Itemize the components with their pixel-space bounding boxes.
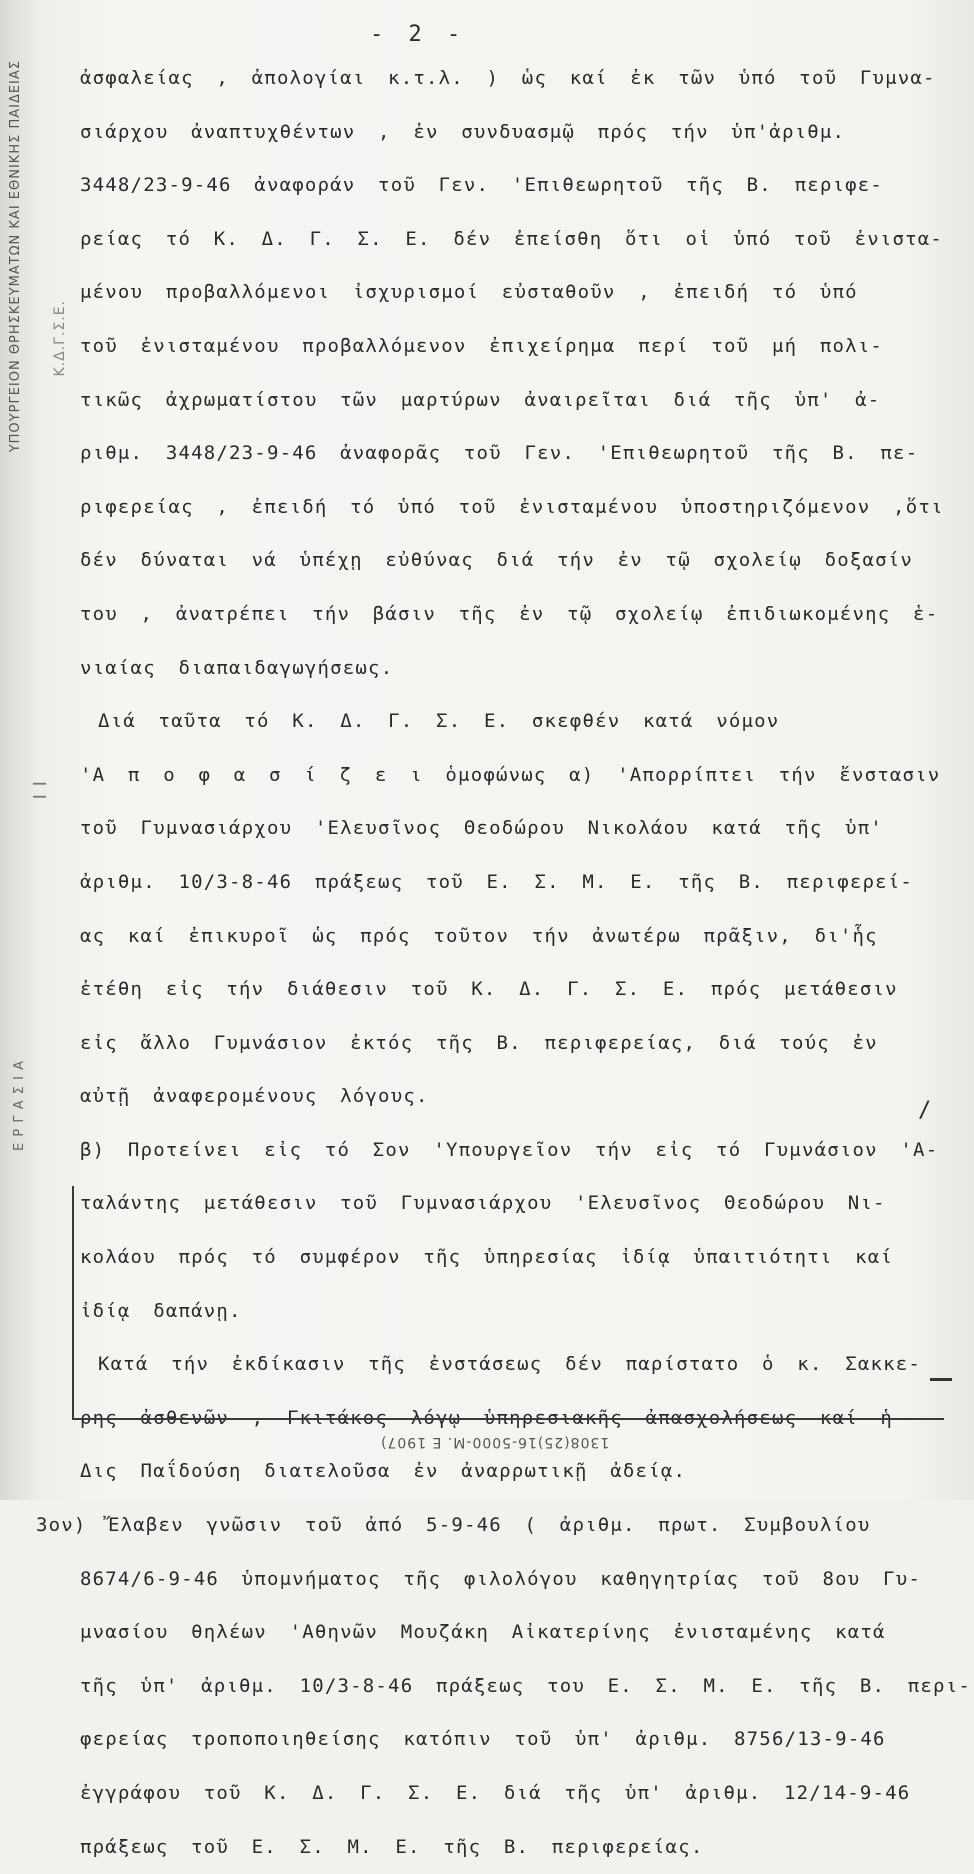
text-line: νιαίας διαπαιδαγωγήσεως. bbox=[80, 656, 394, 679]
printer-footer: 1308(25)16-5000-Μ. Ε 1907) bbox=[380, 1434, 610, 1450]
handwritten-mark: / bbox=[918, 1098, 932, 1123]
text-line: σιάρχου ἀναπτυχθέντων , ἐν συνδυασμῷ πρός τήν ὑπ'ἀριθμ. bbox=[80, 120, 846, 143]
text-line: 'Α π ο φ α σ ί ζ ε ι ὁμοφώνως α) 'Απορρίπτει τήν ἔνστασιν bbox=[80, 763, 941, 786]
margin-note-mark: Ι Ι bbox=[30, 780, 51, 800]
text-line: ἀριθμ. 10/3-8-46 πράξεως τοῦ Ε. Σ. Μ. Ε. τῆς Β. περιφερεί- bbox=[80, 870, 914, 893]
text-line: φερείας τροποποιηθείσης κατόπιν τοῦ ὑπ' ἀριθμ. 8756/13-9-46 bbox=[80, 1728, 886, 1751]
text-line: ριφερείας , ἐπειδή τό ὑπό τοῦ ἐνισταμένου ὑποστηριζόμενον ,ὅτι bbox=[80, 495, 944, 518]
margin-note-work: Ε Ρ Γ Α Σ Ι Α bbox=[12, 1060, 27, 1151]
margin-note-council: Κ.Δ.Γ.Σ.Ε. bbox=[52, 300, 68, 377]
item-label: 3ον) bbox=[36, 1514, 87, 1537]
text-line: Κατά τήν ἐκδίκασιν τῆς ἐνστάσεως δέν παρίστατο ὁ κ. Σακκε- bbox=[98, 1353, 922, 1376]
text-line: β) Προτείνει εἰς τό Σον 'Υπουργεῖον τήν εἰς τό Γυμνάσιον 'Α- bbox=[80, 1138, 939, 1161]
text-line: Δις Παΐδούση διατελοῦσα ἐν ἀναρρωτικῇ ἀδείᾳ. bbox=[80, 1460, 687, 1483]
text-line bbox=[36, 1499, 950, 1553]
text-line: 8674/6-9-46 ὑπομνήματος τῆς φιλολόγου καθηγητρίας τοῦ 8ου Γυ- bbox=[80, 1567, 921, 1590]
text-line: κολάου πρός τό συμφέρον τῆς ὑπηρεσίας ἰδίᾳ ὑπαιτιότητι καί bbox=[80, 1246, 894, 1269]
text-line: του , ἀνατρέπει τήν βάσιν τῆς ἐν τῷ σχολείῳ ἐπιδιωκομένης ἑ- bbox=[80, 602, 939, 625]
text-line: ἀσφαλείας , ἀπολογίαι κ.τ.λ. ) ὡς καί ἐκ τῶν ὑπό τοῦ Γυμνα- bbox=[80, 67, 936, 89]
text-line: αὐτῇ ἀναφερομένους λόγους. bbox=[80, 1085, 429, 1108]
text-line: ταλάντης μετάθεσιν τοῦ Γυμνασιάρχου 'Ελευσῖνος Θεοδώρου Νι- bbox=[80, 1192, 886, 1215]
bracket-box bbox=[72, 1186, 944, 1420]
text-line: μνασίου θηλέων 'Αθηνῶν Μουζάκη Αἰκατερίνης ἐνισταμένης κατά bbox=[80, 1621, 886, 1644]
text-line: ἰδίᾳ δαπάνῃ. bbox=[80, 1299, 242, 1322]
text-line: τῆς ὑπ' ἀριθμ. 10/3-8-46 πράξεως του Ε. Σ. Μ. Ε. τῆς Β. περι- bbox=[80, 1674, 971, 1697]
text-line: ριθμ. 3448/23-9-46 ἀναφορᾶς τοῦ Γεν. 'Επιθεωρητοῦ τῆς Β. πε- bbox=[80, 442, 919, 465]
text-line: εἰς ἄλλο Γυμνάσιον ἐκτός τῆς Β. περιφερείας, διά τούς ἐν bbox=[80, 1031, 878, 1054]
text-line: τικῶς ἀχρωματίστου τῶν μαρτύρων ἀναιρεῖται διά τῆς ὑπ' ἀ- bbox=[80, 388, 881, 411]
text-line: πράξεως τοῦ Ε. Σ. Μ. Ε. τῆς Β. περιφερείας. bbox=[80, 1835, 704, 1858]
text-line: Διά ταῦτα τό Κ. Δ. Γ. Σ. Ε. σκεφθέν κατά νόμον bbox=[98, 710, 780, 733]
text-line: ἐγγράφου τοῦ Κ. Δ. Γ. Σ. Ε. διά τῆς ὑπ' ἀριθμ. 12/14-9-46 bbox=[80, 1782, 911, 1804]
text-line: ας καί ἐπικυροῖ ὡς πρός τοῦτον τήν ἀνωτέρω πρᾶξιν, δι'ἧς bbox=[80, 924, 878, 947]
text-line: ρείας τό Κ. Δ. Γ. Σ. Ε. δέν ἐπείσθη ὅτι οἱ ὑπό τοῦ ἐνιστα- bbox=[80, 227, 944, 250]
text-line: ἐτέθη εἰς τήν διάθεσιν τοῦ Κ. Δ. Γ. Σ. Ε. πρός μετάθεσιν bbox=[80, 978, 898, 1001]
text-line: ρης ἀσθενῶν , Γκιτάκος λόγῳ ὑπηρεσιακῆς ἀπασχολήσεως καί ἡ bbox=[80, 1406, 894, 1429]
text-line: τοῦ ἐνισταμένου προβαλλόμενον ἐπιχείρημα περί τοῦ μή πολι- bbox=[80, 334, 884, 357]
margin-stamp-ministry: ΥΠΟΥΡΓΕΙΟΝ ΘΡΗΣΚΕΥΜΑΤΩΝ ΚΑΙ ΕΘΝΙΚΗΣ ΠΑΙΔΕΙΑΣ bbox=[8, 60, 23, 453]
text-line: μένου προβαλλόμενοι ἰσχυρισμοί εὐσταθοῦν , ἐπειδή τό ὑπό bbox=[80, 281, 858, 304]
page-number: - 2 - bbox=[370, 22, 467, 47]
text-line: τοῦ Γυμνασιάρχου 'Ελευσῖνος Θεοδώρου Νικολάου κατά τῆς ὑπ' bbox=[80, 817, 884, 840]
margin-dash-mark bbox=[930, 1378, 952, 1381]
text-line: δέν δύναται νά ὑπέχῃ εὐθύνας διά τήν ἐν τῷ σχολείῳ δοξασίν bbox=[80, 549, 914, 572]
text-line-content: Ἔλαβεν γνῶσιν τοῦ ἀπό 5-9-46 ( ἀριθμ. πρωτ. Συμβουλίου bbox=[108, 1514, 871, 1537]
text-line: 3448/23-9-46 ἀναφοράν τοῦ Γεν. 'Επιθεωρητοῦ τῆς Β. περιφε- bbox=[80, 174, 884, 197]
